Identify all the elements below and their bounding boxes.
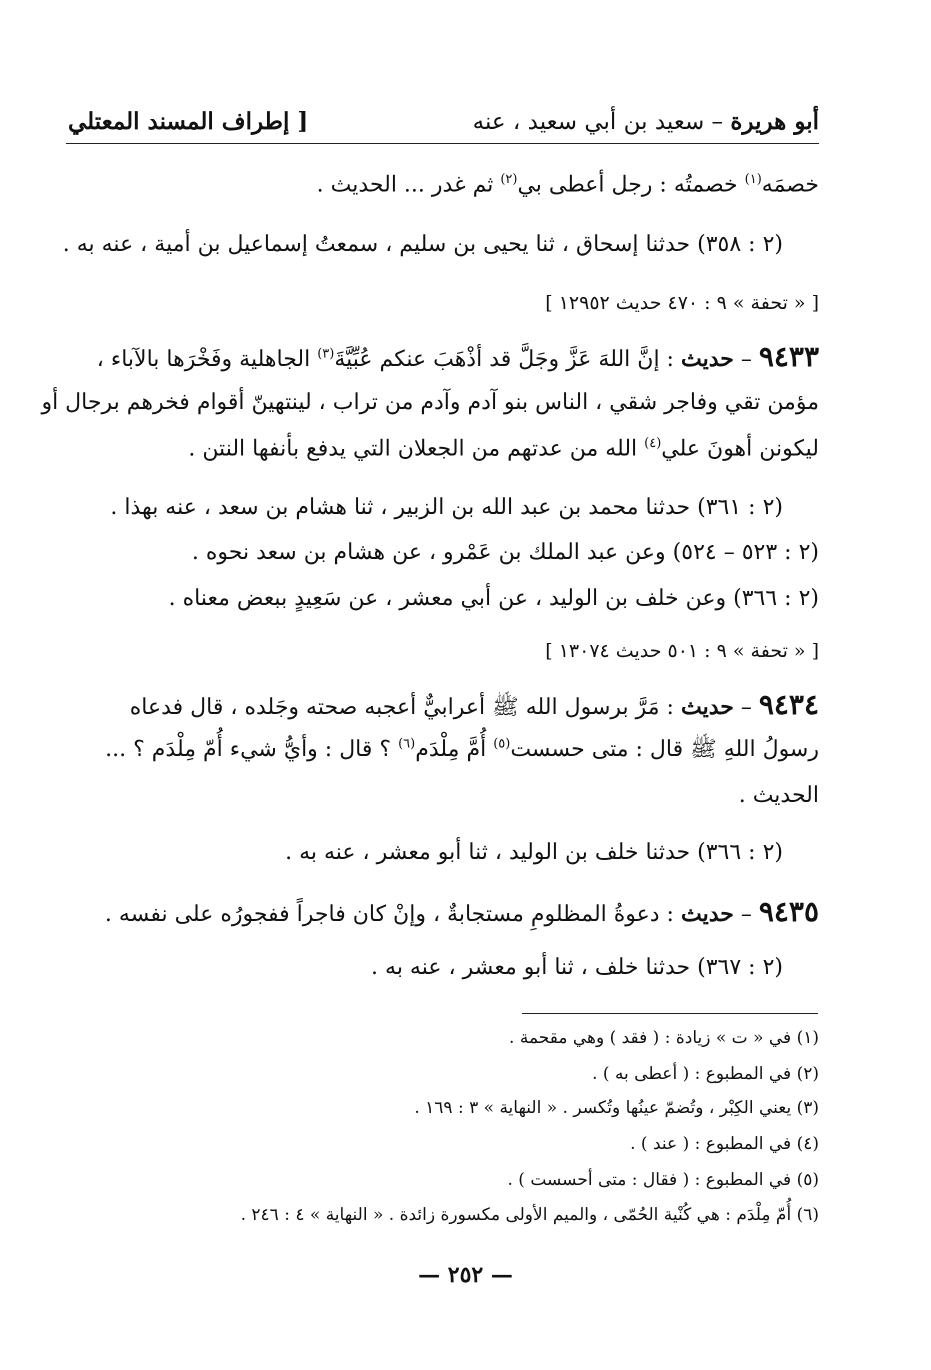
text-segment: : دعوةُ المظلومِ مستجابةٌ ، وإنْ كان فاجراً ففجورُه على نفسه .	[104, 902, 681, 927]
header-chain: – سعيد بن أبي سعيد ، عنه	[472, 109, 724, 135]
footnote: (١) في « ت » زيادة : ( فقد ) وهي مقحمة .	[509, 1028, 819, 1048]
text-segment: أُمَّ مِلْدَم	[415, 737, 494, 762]
footnote: (٣) يعني الكِبْر ، وتُضمّ عينُها وتُكسر . « النهاية » ٣ : ١٦٩ .	[414, 1098, 819, 1118]
footnote-ref: (٣)	[317, 346, 335, 362]
header-divider	[66, 143, 819, 144]
text-line-13: الحديث .	[738, 783, 819, 808]
footnote: (٤) في المطبوع : ( عند ) .	[630, 1134, 819, 1154]
footnote-ref: (٢)	[500, 172, 518, 187]
hadith-keyword: حديث	[680, 901, 734, 927]
text-segment: رسولُ اللهِ ﷺ قال : متى حسست	[510, 737, 819, 762]
footnote-ref: (٤)	[644, 436, 662, 451]
text-line-5: مؤمن تقي وفاجر شقي ، الناس بنو آدم وآدم من تراب ، لينتهينّ أقوام فخرهم برجال أو	[41, 390, 819, 415]
running-header-left: [ إطراف المسند المعتلي	[68, 108, 309, 135]
text-segment: الجاهلية وفَخْرَها بالآباء ،	[96, 347, 318, 372]
hadith-keyword: حديث	[680, 346, 734, 372]
text-line-1	[317, 172, 819, 197]
text-segment: خصمَه	[761, 172, 819, 198]
footnote-divider	[522, 1013, 818, 1014]
isnad-line: (٢ : ٣٦٧) حدثنا خلف ، ثنا أبو معشر ، عنه به .	[371, 955, 783, 980]
isnad-line: (٢ : ٥٢٣ – ٥٢٤) وعن عبد الملك بن عَمْرو ، عن هشام بن سعد نحوه .	[191, 540, 819, 565]
header-author: أبو هريرة	[730, 108, 819, 135]
text-segment: : إنَّ اللهَ عَزَّ وجَلَّ قد أذْهَبَ عنكم عُبِّيَّةَ	[334, 347, 681, 372]
footnote: (٥) في المطبوع : ( فقال : متى أحسست ) .	[507, 1170, 819, 1190]
text-segment: : مَرَّ برسول الله ﷺ أعرابيٌّ أعجبه صحته وجَلده ، قال فدعاه	[129, 695, 681, 720]
hadith-number: ٩٤٣٥	[758, 895, 819, 928]
text-segment: ثم غدر ... الحديث .	[316, 172, 501, 198]
text-segment: ؟ قال : وأيُّ شيء أُمّ مِلْدَم ؟ ...	[105, 737, 399, 762]
hadith-9434-heading	[130, 688, 819, 725]
text-segment: الله من عدتهم من الجعلان التي يدفع بأنفها النتن .	[188, 436, 645, 462]
text-segment: –	[733, 695, 759, 720]
text-segment: ليكونن أهونَ علي	[661, 436, 819, 462]
footnote: (٢) في المطبوع : ( أعطى به ) .	[592, 1064, 819, 1084]
hadith-9433-heading	[97, 340, 819, 373]
hadith-number: ٩٤٣٤	[758, 688, 819, 721]
isnad-line: (٢ : ٣٦١) حدثنا محمد بن عبد الله بن الزبير ، ثنا هشام بن سعد ، عنه بهذا .	[110, 495, 783, 520]
isnad-line: (٢ : ٣٦٦) حدثنا خلف بن الوليد ، ثنا أبو معشر ، عنه به .	[285, 840, 783, 865]
isnad-line: (٢ : ٣٥٨) حدثنا إسحاق ، ثنا يحيى بن سليم ، سمعتُ إسماعيل بن أمية ، عنه به .	[62, 232, 783, 257]
isnad-line: (٢ : ٣٦٦) وعن خلف بن الوليد ، عن أبي معشر ، عن سَعِيدٍ ببعض معناه .	[168, 586, 819, 611]
text-segment: –	[733, 347, 759, 372]
footnote-ref: (٥)	[493, 736, 511, 752]
hadith-number: ٩٤٣٣	[758, 340, 819, 373]
text-segment: –	[733, 902, 759, 927]
running-header-right	[473, 108, 819, 135]
text-line-6	[188, 436, 819, 461]
tuhfa-reference: [ « تحفة » ٩ : ٥٠١ حديث ١٣٠٧٤ ]	[545, 640, 819, 662]
text-segment: خصمتُه : رجل أعطى بي	[517, 172, 745, 198]
tuhfa-reference: [ « تحفة » ٩ : ٤٧٠ حديث ١٢٩٥٢ ]	[545, 292, 819, 314]
page-number: — ٢٥٢ —	[418, 1262, 513, 1288]
hadith-keyword: حديث	[680, 694, 734, 720]
footnote-ref: (١)	[744, 172, 762, 187]
hadith-9435-heading	[105, 895, 819, 928]
footnote: (٦) أُمّ مِلْدَم : هي كُنْية الحُمّى ، والميم الأولى مكسورة زائدة . « النهاية » ٤ : ٢٤٦ .	[240, 1205, 819, 1225]
footnote-ref: (٦)	[398, 736, 416, 752]
text-line-12	[105, 735, 819, 767]
